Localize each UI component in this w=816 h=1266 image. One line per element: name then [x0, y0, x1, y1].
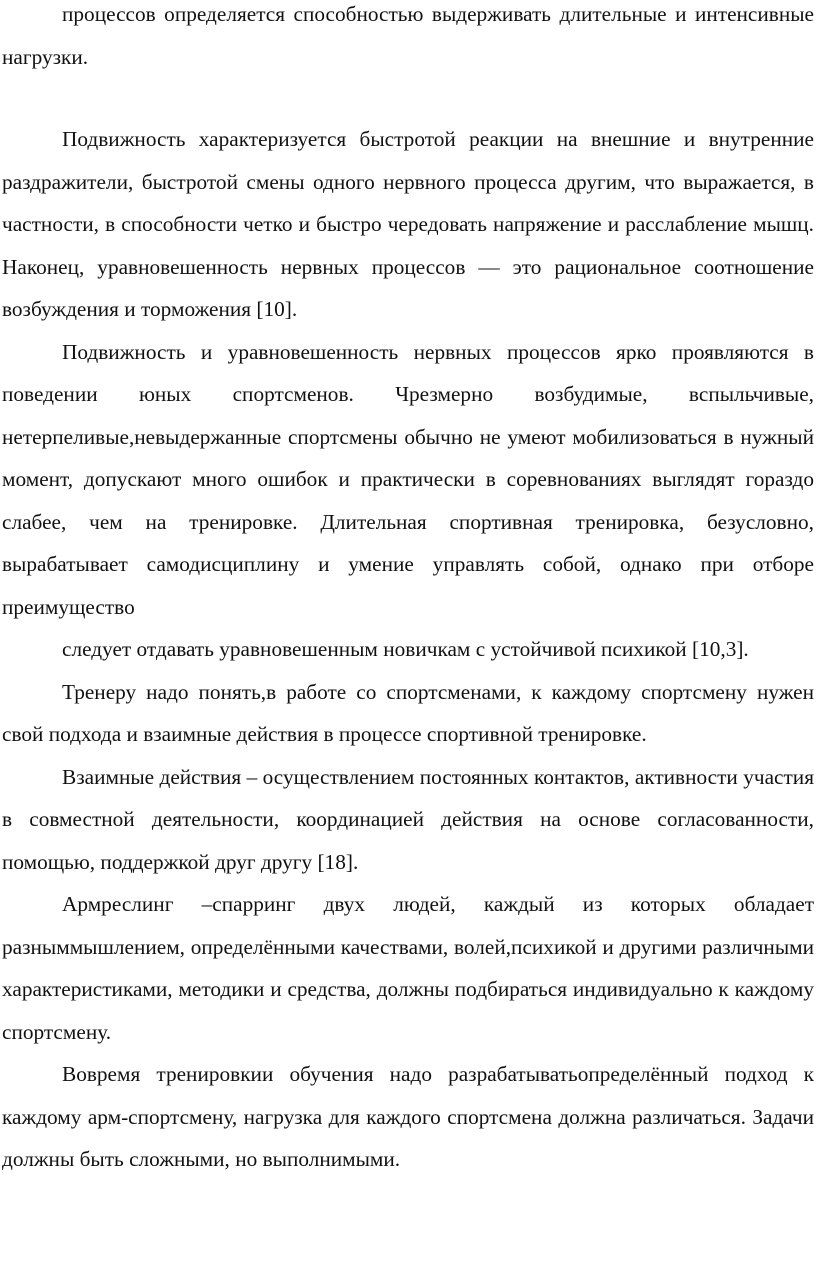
paragraph-2: Подвижность характеризуется быстротой реакции на внешние и внутренние раздражители, быстротой смены одного нервного процесса другим, что выражается, в частности, в способности четко и быстро чередовать напряжение и расслабление мышц. Наконец, уравновешенность нервных процессов — это рациональное соотношение возбуждения и торможения [10].	[2, 127, 814, 321]
paragraph-6: Взаимные действия – осуществлением постоянных контактов, активности участия в совместной деятельности, координацией действия на основе согласованности, помощью, поддержкой друг другу [18].	[2, 764, 814, 874]
paragraph-gap	[2, 78, 814, 118]
paragraph-3: Подвижность и уравновешенность нервных процессов ярко проявляются в поведении юных спортсменов. Чрезмерно возбудимые, вспыльчивые, нетерпеливые,невыдержанные спортсмены обычно не умеют мобилизоваться в нужный момент, допускают много ошибок и практически в соревнованиях выглядят гораздо слабее, чем на тренировке. Длительная спортивная тренировка, безусловно, вырабатывает самодисциплину и умение управлять собой, однако при отборе преимущество	[2, 339, 814, 619]
paragraph-8: Вовремя тренировкии обучения надо разрабатыватьопределённый подход к каждому арм-спортсмену, нагрузка для каждого спортсмена должна различаться. Задачи должны быть сложными, но выполнимыми.	[2, 1062, 814, 1171]
paragraph-4: следует отдавать уравновешенным новичкам с устойчивой психикой [10,3].	[62, 637, 749, 661]
paragraph-7: Армреслинг –спарринг двух людей, каждый из которых обладает разныммышлением, определёнными качествами, волей,психикой и другими различными характеристиками, методики и средства, должны подбираться индивидуально к каждому спортсмену.	[2, 892, 814, 1044]
paragraph-5: Тренеру надо понять,в работе со спортсменами, к каждому спортсмену нужен свой подхода и взаимные действия в процессе спортивной тренировке.	[2, 679, 814, 746]
paragraph-1: процессов определяется способностью выдерживать длительные и интенсивные нагрузки.	[2, 2, 814, 69]
